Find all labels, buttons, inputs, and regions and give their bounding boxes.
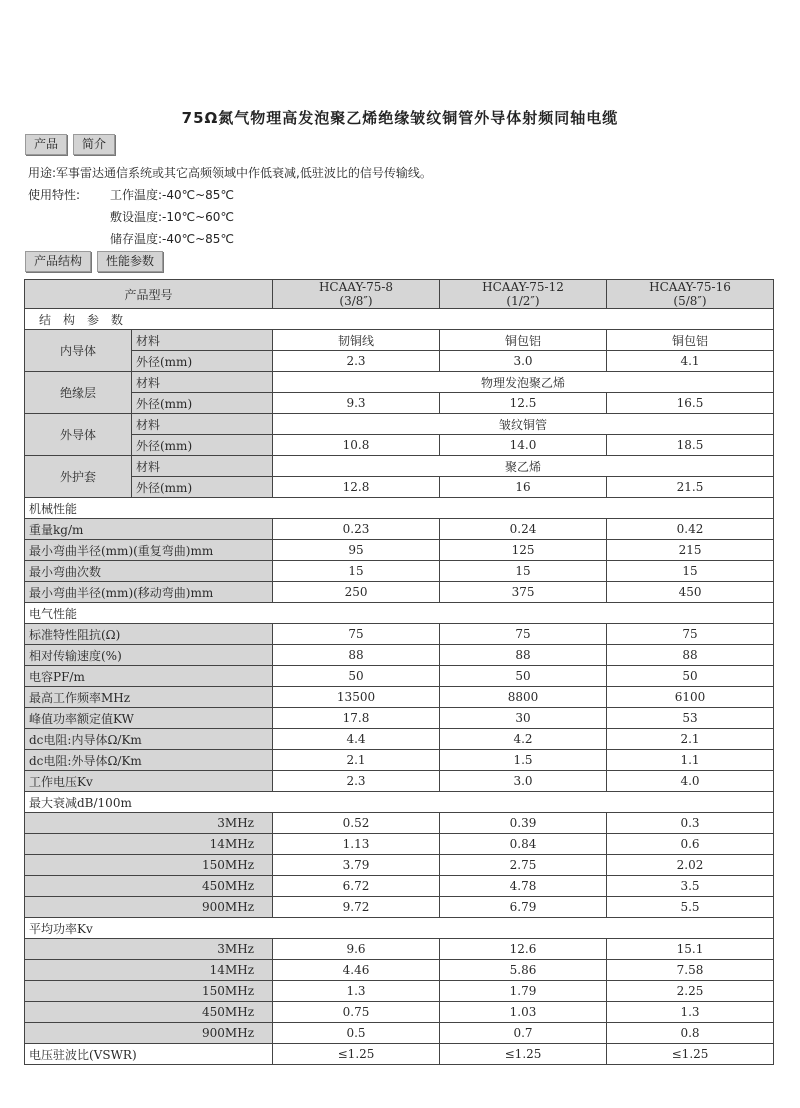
cell: 1.3 [273, 981, 440, 1002]
cell: 75 [607, 624, 774, 645]
cell: 2.25 [607, 981, 774, 1002]
cell: 18.5 [607, 435, 774, 456]
cell: 4.46 [273, 960, 440, 981]
electrical-section-label: 电气性能 [25, 603, 774, 624]
temp-storage: 储存温度:-40℃~85℃ [110, 232, 234, 246]
cell: 聚乙烯 [273, 456, 774, 477]
row-label: 450MHz [25, 1002, 273, 1023]
cell: 4.1 [607, 351, 774, 372]
tab-performance[interactable]: 性能参数 [97, 251, 163, 272]
cell: 铜包铝 [440, 330, 607, 351]
table-row [25, 834, 774, 855]
cell: 15 [440, 561, 607, 582]
spec-tabs [25, 251, 163, 272]
cell: 1.5 [440, 750, 607, 771]
cell: 88 [607, 645, 774, 666]
cell: 2.1 [273, 750, 440, 771]
cell: 30 [440, 708, 607, 729]
table-row [25, 645, 774, 666]
cell: 物理发泡聚乙烯 [273, 372, 774, 393]
inner-conductor-label: 内导体 [25, 330, 132, 372]
table-row [25, 456, 774, 477]
cell: 17.8 [273, 708, 440, 729]
row-label: dc电阻:外导体Ω/Km [25, 750, 273, 771]
cell: 6100 [607, 687, 774, 708]
mechanical-rows [25, 519, 774, 603]
temp-installation: 敷设温度:-10℃~60℃ [110, 210, 234, 224]
cell: 4.0 [607, 771, 774, 792]
cell: 88 [273, 645, 440, 666]
cell: 2.02 [607, 855, 774, 876]
cell: 0.8 [607, 1023, 774, 1044]
table-row [25, 393, 774, 414]
cell: 9.72 [273, 897, 440, 918]
cell: 铜包铝 [607, 330, 774, 351]
model-name: HCAAY-75-12 [482, 280, 564, 294]
row-label: 150MHz [25, 981, 273, 1002]
tab-intro[interactable]: 简介 [73, 134, 115, 155]
cell: 0.24 [440, 519, 607, 540]
cell: 50 [440, 666, 607, 687]
table-row [25, 1002, 774, 1023]
model-size: (1/2″) [506, 294, 540, 308]
cell: 3.79 [273, 855, 440, 876]
vswr-label: 电压驻波比(VSWR) [25, 1044, 273, 1065]
cell: 15.1 [607, 939, 774, 960]
table-row [25, 435, 774, 456]
cell: 9.3 [273, 393, 440, 414]
row-label: 重量kg/m [25, 519, 273, 540]
cell: 2.3 [273, 351, 440, 372]
model-name: HCAAY-75-8 [318, 280, 394, 294]
cell: 2.1 [607, 729, 774, 750]
cell: ≤1.25 [440, 1044, 607, 1065]
model-cell [273, 280, 440, 309]
cell: 95 [273, 540, 440, 561]
cell: 16 [440, 477, 607, 498]
row-label: 标准特性阻抗(Ω) [25, 624, 273, 645]
cell: 375 [440, 582, 607, 603]
model-cell [607, 280, 774, 309]
table-row [25, 372, 774, 393]
row-label: 14MHz [25, 834, 273, 855]
cell: 53 [607, 708, 774, 729]
table-row [25, 1023, 774, 1044]
table-row [25, 414, 774, 435]
cell: 75 [440, 624, 607, 645]
cell: 0.5 [273, 1023, 440, 1044]
cell: 125 [440, 540, 607, 561]
cell: 韧铜线 [273, 330, 440, 351]
section-row [25, 918, 774, 939]
cell: 0.52 [273, 813, 440, 834]
table-row [25, 561, 774, 582]
table-row [25, 960, 774, 981]
material-label: 材料 [132, 456, 273, 477]
cell: 3.5 [607, 876, 774, 897]
cell: 9.6 [273, 939, 440, 960]
cell: 1.79 [440, 981, 607, 1002]
table-row [25, 519, 774, 540]
cell: 13500 [273, 687, 440, 708]
row-label: 最高工作频率MHz [25, 687, 273, 708]
tab-product[interactable]: 产品 [25, 134, 67, 155]
row-label: 3MHz [25, 813, 273, 834]
cell: ≤1.25 [273, 1044, 440, 1065]
model-header-row [25, 280, 774, 309]
cell: 10.8 [273, 435, 440, 456]
structure-section-label: 结 构 参 数 [25, 309, 774, 330]
table-row [25, 1044, 774, 1065]
cell: 1.1 [607, 750, 774, 771]
page-title: 75Ω氮气物理高发泡聚乙烯绝缘皱纹铜管外导体射频同轴电缆 [181, 109, 619, 127]
material-label: 材料 [132, 414, 273, 435]
cell: 8800 [440, 687, 607, 708]
row-label: 450MHz [25, 876, 273, 897]
cell: 12.6 [440, 939, 607, 960]
attenuation-rows [25, 813, 774, 918]
model-label: 产品型号 [25, 280, 273, 309]
section-row [25, 498, 774, 519]
row-label: 14MHz [25, 960, 273, 981]
power-rows [25, 939, 774, 1044]
cell: 1.13 [273, 834, 440, 855]
od-label: 外径(mm) [132, 435, 273, 456]
cell: 0.3 [607, 813, 774, 834]
table-row [25, 855, 774, 876]
row-label: 工作电压Kv [25, 771, 273, 792]
table-row [25, 624, 774, 645]
table-row [25, 771, 774, 792]
od-label: 外径(mm) [132, 393, 273, 414]
cell: 6.79 [440, 897, 607, 918]
table-row [25, 729, 774, 750]
cell: 1.03 [440, 1002, 607, 1023]
cell: 3.0 [440, 351, 607, 372]
cell: 4.4 [273, 729, 440, 750]
cell: 450 [607, 582, 774, 603]
power-section-label: 平均功率Kv [25, 918, 774, 939]
outer-conductor-label: 外导体 [25, 414, 132, 456]
table-row [25, 981, 774, 1002]
cell: 0.23 [273, 519, 440, 540]
row-label: 900MHz [25, 1023, 273, 1044]
row-label: 3MHz [25, 939, 273, 960]
row-label: 峰值功率额定值KW [25, 708, 273, 729]
table-row [25, 750, 774, 771]
cell: 2.75 [440, 855, 607, 876]
features-label: 使用特性: [28, 188, 81, 202]
cell: 215 [607, 540, 774, 561]
table-row [25, 582, 774, 603]
row-label: 相对传输速度(%) [25, 645, 273, 666]
section-row [25, 792, 774, 813]
cell: 0.7 [440, 1023, 607, 1044]
od-label: 外径(mm) [132, 351, 273, 372]
model-cell [440, 280, 607, 309]
cell: ≤1.25 [607, 1044, 774, 1065]
cell: 0.6 [607, 834, 774, 855]
cell: 4.78 [440, 876, 607, 897]
cell: 50 [607, 666, 774, 687]
table-row [25, 477, 774, 498]
cell: 250 [273, 582, 440, 603]
cell: 88 [440, 645, 607, 666]
cell: 75 [273, 624, 440, 645]
cell: 14.0 [440, 435, 607, 456]
row-label: 900MHz [25, 897, 273, 918]
table-row [25, 813, 774, 834]
table-row [25, 876, 774, 897]
model-size: (3/8″) [339, 294, 373, 308]
cell: 0.75 [273, 1002, 440, 1023]
intro-tabs [25, 134, 115, 155]
spec-table [24, 279, 774, 1065]
cell: 50 [273, 666, 440, 687]
cell: 12.8 [273, 477, 440, 498]
cell: 4.2 [440, 729, 607, 750]
jacket-label: 外护套 [25, 456, 132, 498]
table-row [25, 897, 774, 918]
table-row [25, 687, 774, 708]
row-label: 最小弯曲半径(mm)(移动弯曲)mm [25, 582, 273, 603]
row-label: 最小弯曲半径(mm)(重复弯曲)mm [25, 540, 273, 561]
cell: 5.86 [440, 960, 607, 981]
table-row [25, 666, 774, 687]
section-row [25, 603, 774, 624]
cell: 0.39 [440, 813, 607, 834]
section-row [25, 309, 774, 330]
mechanical-section-label: 机械性能 [25, 498, 774, 519]
cell: 0.42 [607, 519, 774, 540]
attenuation-section-label: 最大衰减dB/100m [25, 792, 774, 813]
row-label: dc电阻:内导体Ω/Km [25, 729, 273, 750]
cell: 16.5 [607, 393, 774, 414]
table-row [25, 330, 774, 351]
cell: 1.3 [607, 1002, 774, 1023]
row-label: 最小弯曲次数 [25, 561, 273, 582]
cell: 0.84 [440, 834, 607, 855]
cell: 15 [607, 561, 774, 582]
tab-structure[interactable]: 产品结构 [25, 251, 91, 272]
model-size: (5/8″) [673, 294, 707, 308]
cell: 2.3 [273, 771, 440, 792]
cell: 15 [273, 561, 440, 582]
row-label: 150MHz [25, 855, 273, 876]
table-row [25, 351, 774, 372]
cell: 21.5 [607, 477, 774, 498]
insulation-label: 绝缘层 [25, 372, 132, 414]
table-row [25, 708, 774, 729]
cell: 12.5 [440, 393, 607, 414]
material-label: 材料 [132, 372, 273, 393]
model-name: HCAAY-75-16 [649, 280, 731, 294]
cell: 6.72 [273, 876, 440, 897]
table-row [25, 939, 774, 960]
cell: 皱纹铜管 [273, 414, 774, 435]
temp-operating: 工作温度:-40℃~85℃ [110, 188, 234, 202]
table-row [25, 540, 774, 561]
cell: 5.5 [607, 897, 774, 918]
electrical-rows [25, 624, 774, 792]
usage-text: 用途:军事雷达通信系统或其它高频领域中作低衰减,低驻波比的信号传输线。 [28, 166, 432, 180]
material-label: 材料 [132, 330, 273, 351]
od-label: 外径(mm) [132, 477, 273, 498]
cell: 7.58 [607, 960, 774, 981]
cell: 3.0 [440, 771, 607, 792]
row-label: 电容PF/m [25, 666, 273, 687]
